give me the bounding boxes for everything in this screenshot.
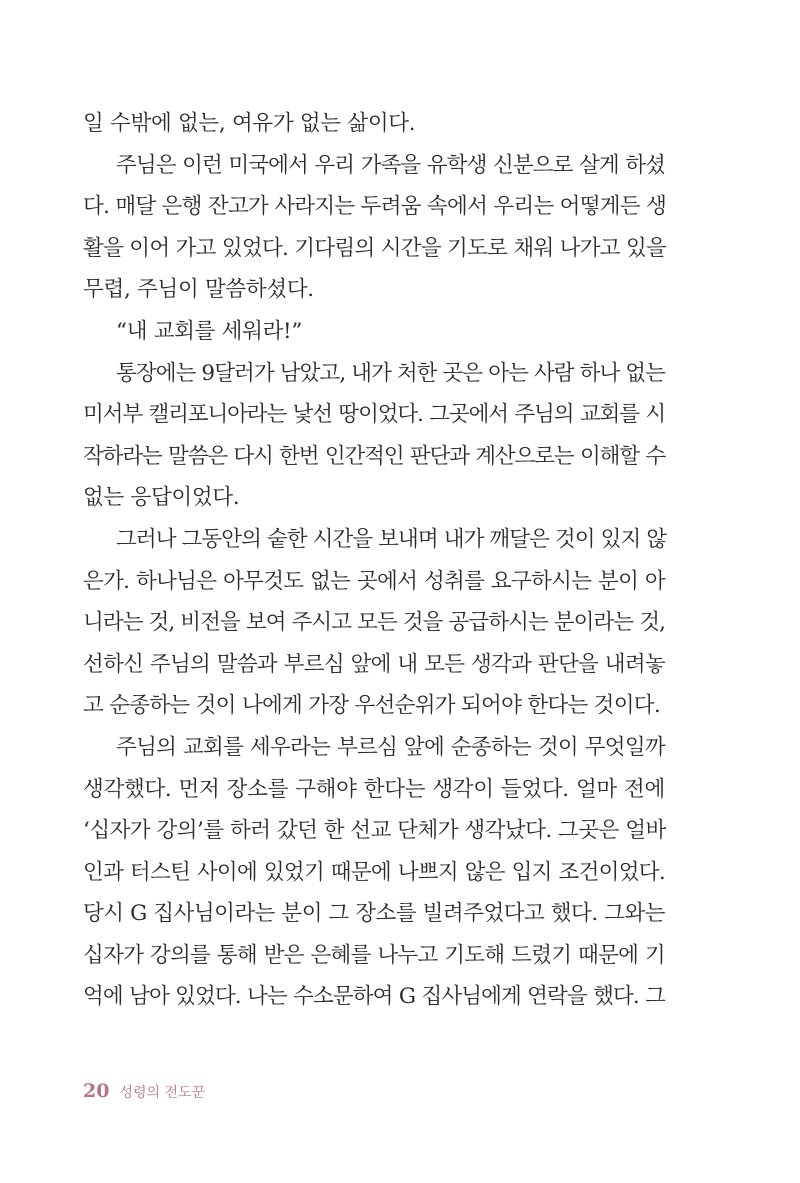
page-number: 20 [83,1080,110,1102]
text-line: 당시 G 집사님이라는 분이 그 장소를 빌려주었다고 했다. 그와는 [83,901,665,927]
text-line: 없는 응답이었다. [83,485,240,511]
text-line: 통장에는 9달러가 남았고, 내가 처한 곳은 아는 사람 하나 없는 [116,360,665,386]
text-line: 인과 터스틴 사이에 있었기 때문에 나쁘지 않은 입지 조건이었다. [83,859,665,885]
text-line: 미서부 캘리포니아라는 낯선 땅이었다. 그곳에서 주님의 교회를 시 [83,402,665,428]
text-line: 고 순종하는 것이 나에게 가장 우선순위가 되어야 한다는 것이다. [83,693,661,719]
body-text [83,103,665,1018]
text-line: 생각했다. 먼저 장소를 구해야 한다는 생각이 들었다. 얼마 전에 [83,776,665,802]
text-line: 주님의 교회를 세우라는 부르심 앞에 순종하는 것이 무엇일까 [116,734,665,760]
text-line: 선하신 주님의 말씀과 부르심 앞에 내 모든 생각과 판단을 내려놓 [83,651,665,677]
text-line: 그러나 그동안의 숱한 시간을 보내며 내가 깨달은 것이 있지 않 [116,526,667,552]
quote-line: “내 교회를 세워라!” [116,318,303,344]
text-line: 주님은 이런 미국에서 우리 가족을 유학생 신분으로 살게 하셨 [116,152,665,178]
text-line: 일 수밖에 없는, 여유가 없는 삶이다. [83,111,416,136]
text-line: 은가. 하나님은 아무것도 없는 곳에서 성취를 요구하시는 분이 아 [83,568,665,594]
text-line: 무렵, 주님이 말씀하셨다. [83,277,314,303]
text-line: ‘십자가 강의’를 하러 갔던 한 선교 단체가 생각났다. 그곳은 얼바 [83,818,666,844]
page-footer [83,1076,205,1106]
text-line: 다. 매달 은행 잔고가 사라지는 두려움 속에서 우리는 어떻게든 생 [83,194,667,220]
text-line: 니라는 것, 비전을 보여 주시고 모든 것을 공급하시는 분이라는 것, [83,610,665,636]
text-line: 억에 남아 있었다. 나는 수소문하여 G 집사님에게 연락을 했다. 그 [83,984,665,1010]
text-line: 십자가 강의를 통해 받은 은혜를 나누고 기도해 드렸기 때문에 기 [83,942,665,968]
text-line: 작하라는 말씀은 다시 한번 인간적인 판단과 계산으로는 이해할 수 [83,443,665,469]
text-line: 활을 이어 가고 있었다. 기다림의 시간을 기도로 채워 나가고 있을 [83,235,667,261]
running-title: 성령의 전도꾼 [119,1085,206,1101]
